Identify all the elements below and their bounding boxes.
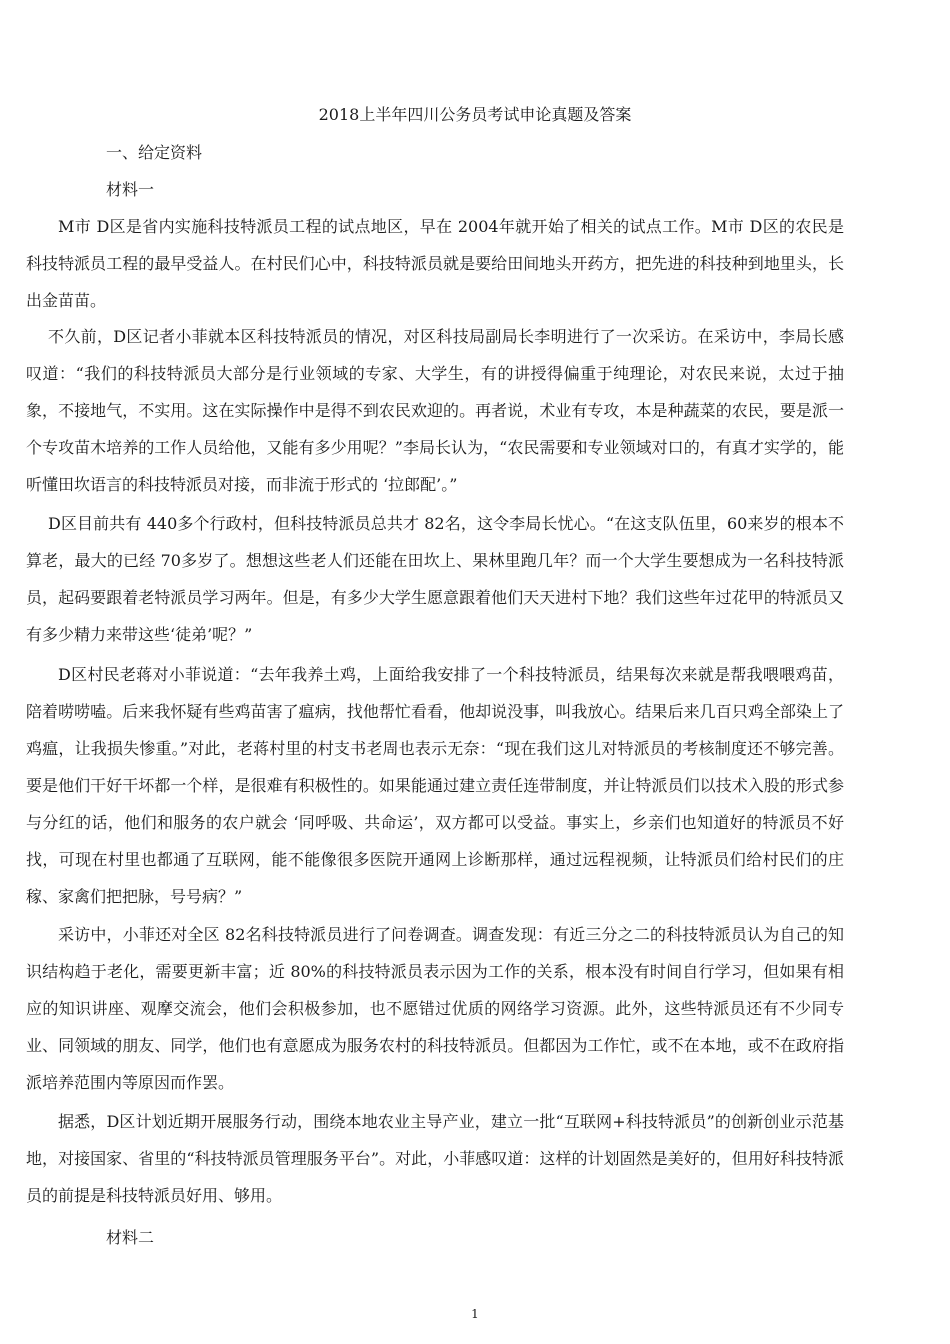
paragraph-4: D区村民老蒋对小菲说道：“去年我养土鸡，上面给我安排了一个科技特派员，结果每次来就是帮我喂喂鸡苗，陪着唠唠嗑。后来我怀疑有些鸡苗害了瘟病，找他帮忙看看，他却说没事，叫我放心。结果后来几百只鸡全部染上了鸡瘟，让我损失惨重。”对此，老蒋村里的村支书老周也表示无奈：“现在我们这儿对特派员的考核制度还不够完善。要是他们干好干坏都一个样，是很难有积极性的。如果能通过建立责任连带制度，并让特派员们以技术入股的形式参与分红的话，他们和服务的农户就会 ‘同呼吸、共命运’，双方都可以受益。事实上，乡亲们也知道好的特派员不好找，可现在村里也都通了互联网，能不能像很多医院开通网上诊断那样，通过远程视频，让特派员们给村民们的庄稼、家禽们把把脉，号号病？” (26, 665, 844, 906)
document-title: 2018上半年四川公务员考试申论真题及答案 (318, 105, 632, 124)
material-2-heading: 材料二 (106, 1228, 155, 1247)
paragraph-3: D区目前共有 440多个行政村，但科技特派员总共才 82名，这令李局长忧心。“在这支队伍里，60来岁的根本不算老，最大的已经 70多岁了。想想这些老人们还能在田坎上、果林里跑几年？而一个大学生要想成为一名科技特派员，起码要跟着老特派员学习两年。但是，有多少大学生愿意跟着他们天天进村下地？我们这些年过花甲的特派员又有多少精力来带这些‘徒弟’呢？” (26, 514, 844, 644)
material-1-heading: 材料一 (106, 180, 155, 199)
paragraph-2: 不久前，D区记者小菲就本区科技特派员的情况，对区科技局副局长李明进行了一次采访。在采访中，李局长感叹道：“我们的科技特派员大部分是行业领域的专家、大学生，有的讲授得偏重于纯理论，对农民来说，太过于抽象，不接地气，不实用。这在实际操作中是得不到农民欢迎的。再者说，术业有专攻，本是种蔬菜的农民，要是派一个专攻苗木培养的工作人员给他，又能有多少用呢？”李局长认为，“农民需要和专业领域对口的，有真才实学的，能听懂田坎语言的科技特派员对接，而非流于形式的 ‘拉郎配’。” (26, 327, 844, 494)
page-number: 1 (471, 1307, 479, 1321)
section-heading: 一、给定资料 (106, 143, 203, 162)
paragraph-5: 采访中，小菲还对全区 82名科技特派员进行了问卷调查。调查发现：有近三分之二的科技特派员认为自己的知识结构趋于老化，需要更新丰富；近 80%的科技特派员表示因为工作的关系，根本没有时间自行学习，但如果有相应的知识讲座、观摩交流会，他们会积极参加，也不愿错过优质的网络学习资源。此外，这些特派员还有不少同专业、同领域的朋友、同学，他们也有意愿成为服务农村的科技特派员。但都因为工作忙，或不在本地，或不在政府指派培养范围内等原因而作罢。 (26, 925, 844, 1092)
paragraph-1: M市 D区是省内实施科技特派员工程的试点地区，早在 2004年就开始了相关的试点工作。M市 D区的农民是科技特派员工程的最早受益人。在村民们心中，科技特派员就是要给田间地头开药方，把先进的科技种到地里头，长出金苗苗。 (26, 217, 844, 310)
paragraph-6: 据悉，D区计划近期开展服务行动，围绕本地农业主导产业，建立一批“互联网+科技特派员”的创新创业示范基地，对接国家、省里的“科技特派员管理服务平台”。对此，小菲感叹道：这样的计划固然是美好的，但用好科技特派员的前提是科技特派员好用、够用。 (26, 1112, 844, 1205)
